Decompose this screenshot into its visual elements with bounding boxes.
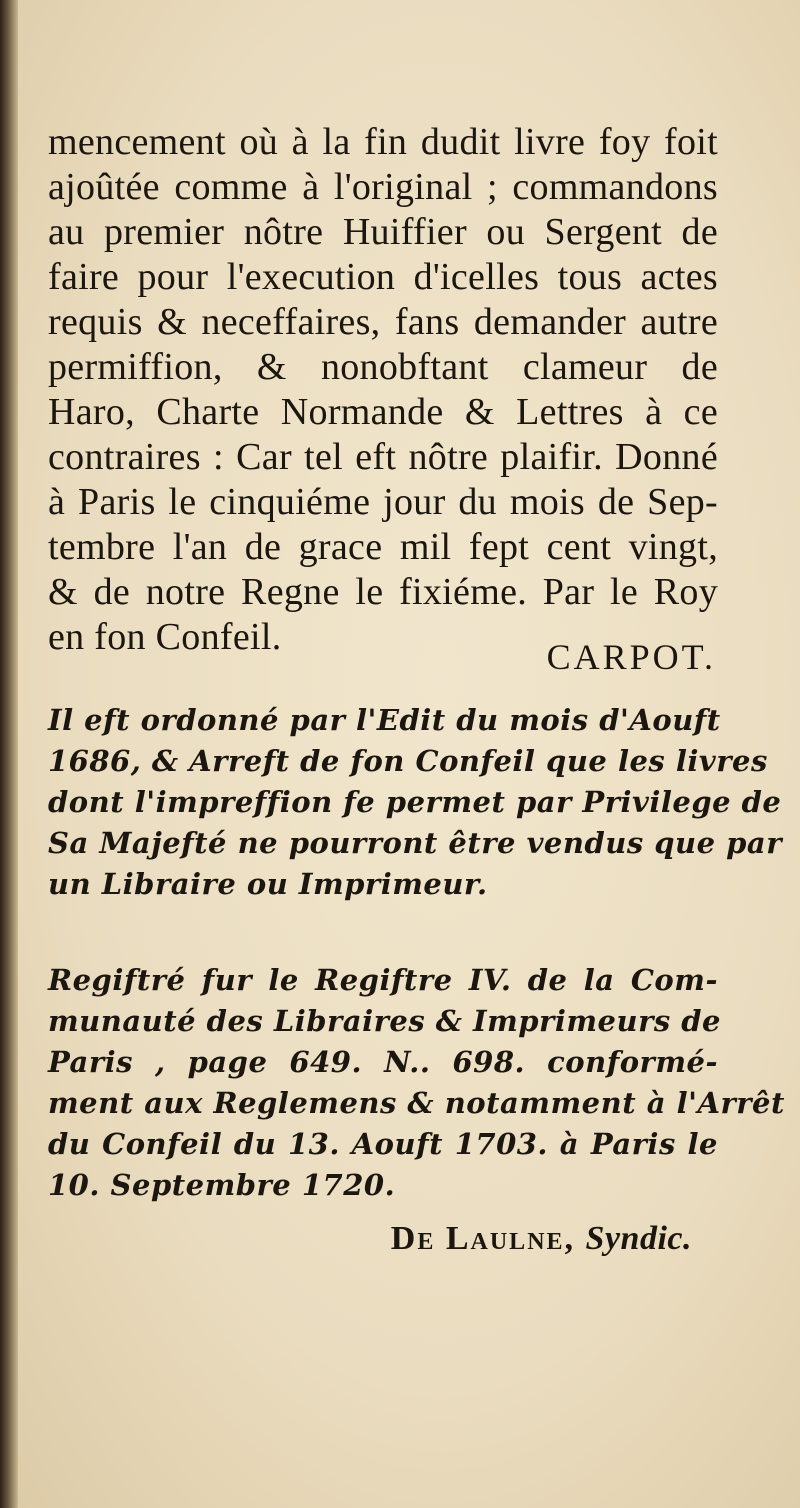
text-line: contraires : Car tel eft nôtre plaifir. Donné	[48, 436, 718, 478]
text-line: au premier nôtre Huiffier ou Sergent de	[48, 211, 718, 253]
text-line: ment aux Reglemens & notamment à l'Arrêt	[48, 1086, 785, 1120]
text-line: mencement où à la fin dudit livre foy foit	[48, 121, 718, 163]
text-line: munauté des Libraires & Imprimeurs de	[48, 1004, 721, 1038]
text-line: & de notre Regne le fixiéme. Par le Roy	[48, 571, 718, 613]
syndic-title: Syndic.	[585, 1220, 692, 1257]
text-line: permiffion, & nonobftant clameur de	[48, 346, 718, 388]
text-line: Paris , page 649. N.. 698. conformé-	[48, 1045, 718, 1079]
text-line: du Confeil du 13. Aouft 1703. à Paris le	[48, 1127, 718, 1161]
text-line: Sa Majefté ne pourront être vendus que par	[48, 826, 782, 860]
text-line: Haro, Charte Normande & Lettres à ce	[48, 391, 718, 433]
syndic-name: De Laulne	[390, 1220, 565, 1257]
text-line: 10. Septembre 1720.	[48, 1168, 396, 1202]
text-line: faire pour l'execution d'icelles tous actes	[48, 256, 718, 298]
text-line: en fon Confeil.	[48, 616, 282, 658]
syndic-separator: ,	[564, 1220, 586, 1257]
text-line: Regiftré fur le Regiftre IV. de la Com-	[48, 963, 718, 997]
signature-carpot: CARPOT.	[546, 637, 716, 677]
edict-notice	[48, 700, 782, 905]
page-binding-edge	[0, 0, 18, 1508]
text-line: 1686, & Arreft de fon Confeil que les livres	[48, 744, 768, 778]
text-line: requis & neceffaires, fans demander autre	[48, 301, 718, 343]
text-line: Il eft ordonné par l'Edit du mois d'Aouft	[48, 703, 721, 737]
text-line: à Paris le cinquiéme jour du mois de Sep-	[48, 481, 718, 523]
text-line: un Libraire ou Imprimeur.	[48, 867, 488, 901]
registration-notice	[48, 960, 785, 1206]
privilege-text	[48, 120, 718, 660]
text-line: dont l'impreffion fe permet par Privilege de	[48, 785, 782, 819]
syndic-signature	[391, 1220, 692, 1258]
text-line: ajoûtée comme à l'original ; commandons	[48, 166, 718, 208]
text-line: tembre l'an de grace mil fept cent vingt,	[48, 526, 718, 568]
